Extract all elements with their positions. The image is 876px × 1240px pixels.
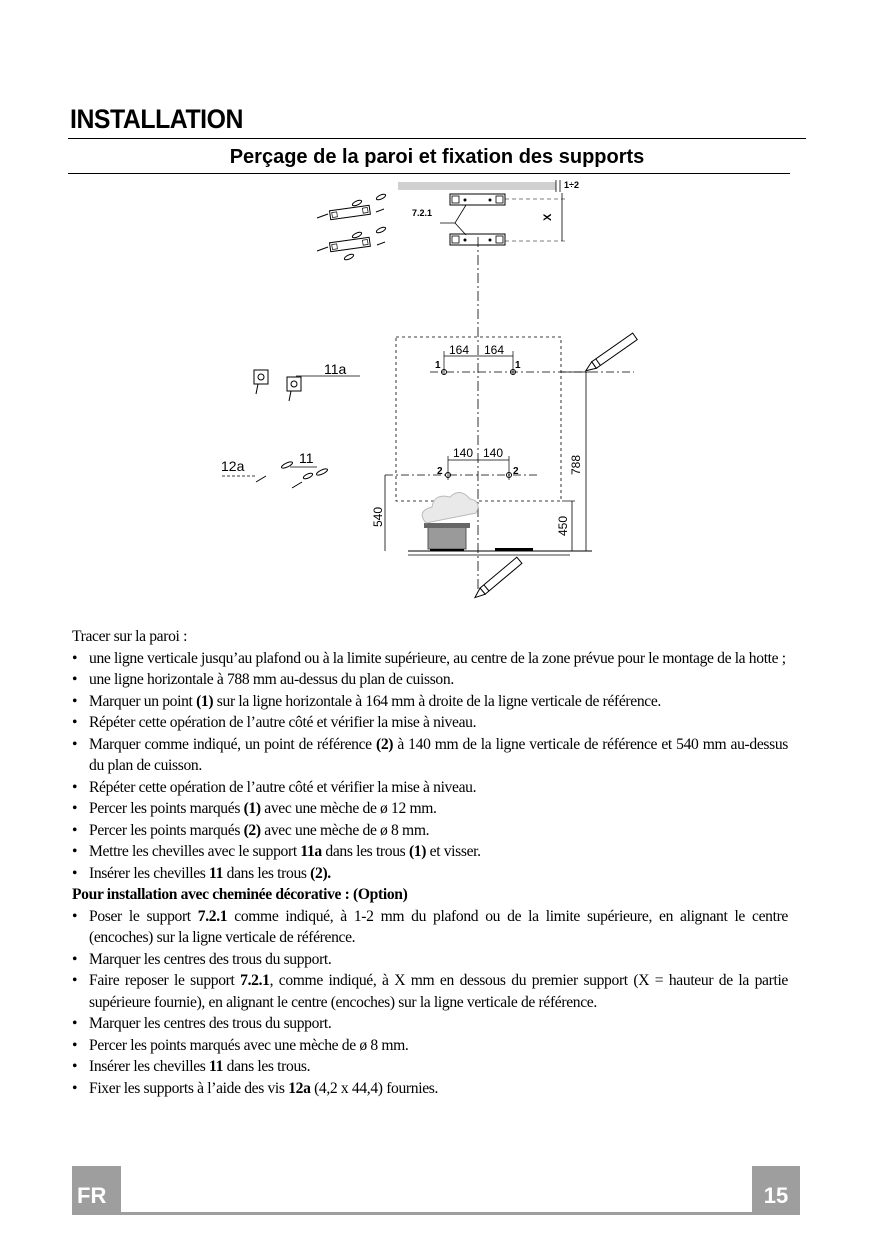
label-11: 11	[299, 450, 314, 466]
instruction-item: • Marquer les centres des trous du support.	[72, 1013, 788, 1035]
label-point2-right: 2	[513, 466, 519, 477]
ceiling-bar	[398, 182, 556, 190]
label-gap: 1÷2	[564, 180, 579, 190]
label-point1-right: 1	[515, 360, 521, 371]
label-788: 788	[569, 454, 583, 475]
label-164-left: 164	[449, 343, 470, 357]
plugs-and-screws	[256, 461, 328, 488]
intro-text: Tracer sur la paroi :	[72, 628, 188, 645]
label-540: 540	[371, 506, 385, 527]
instruction-item: • Percer les points marqués (2) avec une mèche de ø 8 mm.	[72, 820, 788, 842]
instruction-item: • Mettre les chevilles avec le support 11a dans les trous (1) et visser.	[72, 841, 788, 863]
language-badge: FR	[72, 1166, 121, 1215]
hood-outline	[396, 337, 561, 501]
bracket-top	[450, 194, 505, 205]
label-140-left: 140	[453, 446, 474, 460]
label-bracket: 7.2.1	[412, 208, 433, 218]
loose-bracket-1	[329, 205, 370, 219]
instruction-item: • Insérer les chevilles 11 dans les trous (2).	[72, 863, 788, 885]
instruction-item: • Percer les points marqués (1) avec une mèche de ø 12 mm.	[72, 798, 788, 820]
pencil-bottom	[472, 557, 522, 600]
loose-bracket-2	[329, 237, 370, 251]
instruction-item: • Fixer les supports à l’aide des vis 12a (4,2 x 44,4) fournies.	[72, 1078, 788, 1100]
label-x: X	[542, 213, 554, 221]
steps-list-1	[72, 648, 788, 885]
instruction-item: • Marquer un point (1) sur la ligne horizontale à 164 mm à droite de la ligne verticale de référence.	[72, 691, 788, 713]
instruction-item: • Marquer comme indiqué, un point de référence (2) à 140 mm de la ligne verticale de référence et 540 mm au-dessus du plan de cuisson.	[72, 734, 788, 777]
instruction-item: • Marquer les centres des trous du support.	[72, 949, 788, 971]
heading-rule	[68, 138, 806, 139]
instructions	[72, 626, 788, 1099]
steps-list-2	[72, 906, 788, 1100]
section-subheading: Perçage de la paroi et fixation des supports	[229, 146, 645, 168]
label-450: 450	[556, 515, 570, 536]
instruction-item: • Insérer les chevilles 11 dans les trous.	[72, 1056, 788, 1078]
instruction-item: • une ligne verticale jusqu’au plafond ou à la limite supérieure, au centre de la zone prévue pour le montage de la hotte ;	[72, 648, 788, 670]
support-11a-icons	[254, 370, 301, 401]
option-heading: Pour installation avec cheminée décorative : (Option)	[72, 886, 408, 903]
label-point2-left: 2	[437, 466, 443, 477]
installation-diagram	[0, 175, 876, 615]
loose-screws	[317, 193, 386, 261]
label-164-right: 164	[484, 343, 505, 357]
instruction-item: • Poser le support 7.2.1 comme indiqué, à 1-2 mm du plafond ou de la limite supérieure, en alignant le centre (encoches) sur la ligne verticale de référence.	[72, 906, 788, 949]
label-140-right: 140	[483, 446, 504, 460]
instruction-item: • Faire reposer le support 7.2.1, comme indiqué, à X mm en dessous du premier support (X = hauteur de la partie supérieure fournie), en alignant le centre (encoches) sur la ligne verticale de référence.	[72, 970, 788, 1013]
footer-rule	[72, 1212, 800, 1215]
instruction-item: • Répéter cette opération de l’autre côté et vérifier la mise à niveau.	[72, 777, 788, 799]
label-point1-left: 1	[435, 360, 441, 371]
subheading-rule	[68, 173, 790, 174]
instruction-item: • Percer les points marqués avec une mèche de ø 8 mm.	[72, 1035, 788, 1057]
pencil-top	[584, 333, 638, 374]
label-12a: 12a	[221, 458, 245, 474]
instruction-item: • une ligne horizontale à 788 mm au-dessus du plan de cuisson.	[72, 669, 788, 691]
bracket-bottom	[450, 234, 505, 245]
label-11a: 11a	[324, 361, 347, 377]
instruction-item: • Répéter cette opération de l’autre côté et vérifier la mise à niveau.	[72, 712, 788, 734]
page-number: 15	[752, 1166, 800, 1215]
page-heading: INSTALLATION	[70, 104, 243, 134]
